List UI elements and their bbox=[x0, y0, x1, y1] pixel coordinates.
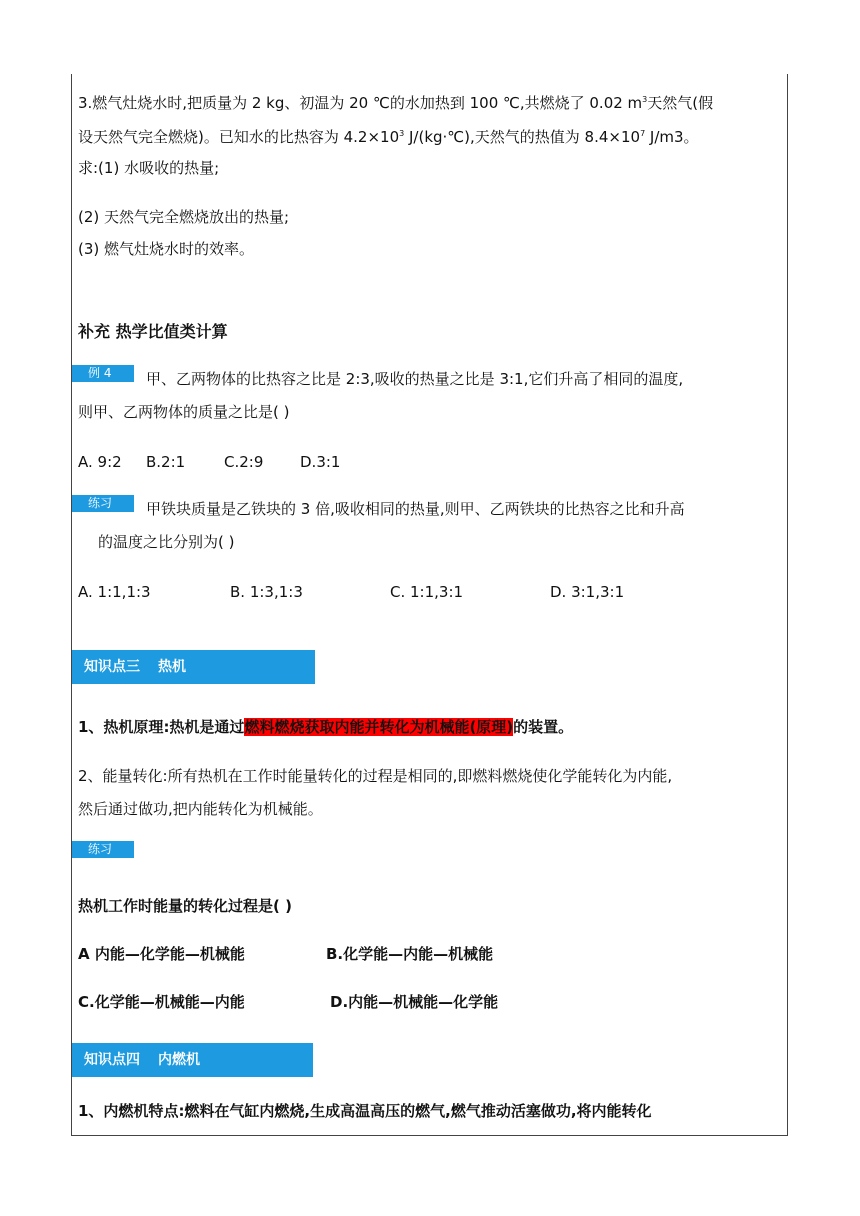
highlighted-text: 燃料燃烧获取内能并转化为机械能(原理) bbox=[244, 718, 514, 736]
q3-line4: (2) 天然气完全燃烧放出的热量; bbox=[78, 208, 290, 226]
q3-line1: 3.燃气灶烧水时,把质量为 2 kg、初温为 20 ℃的水加热到 100 ℃,共燃烧了 0.02 $m^3$天然气(假 bbox=[78, 94, 714, 112]
option-a: A. 1:1,1:3 bbox=[78, 583, 151, 601]
option-b: B.2:1 bbox=[146, 453, 186, 471]
practice1-line1: 甲铁块质量是乙铁块的 3 倍,吸收相同的热量,则甲、乙两铁块的比热容之比和升高 bbox=[146, 500, 685, 518]
q3-line3: 求:(1) 水吸收的热量; bbox=[78, 159, 220, 177]
q3-line5: (3) 燃气灶烧水时的效率。 bbox=[78, 240, 255, 258]
section3-p2-line2: 然后通过做功,把内能转化为机械能。 bbox=[78, 800, 323, 818]
practice2-question: 热机工作时能量的转化过程是( ) bbox=[78, 897, 292, 915]
example4-line1: 甲、乙两物体的比热容之比是 2:3,吸收的热量之比是 3:1,它们升高了相同的温度, bbox=[146, 370, 684, 388]
option-d: D.内能—机械能—化学能 bbox=[330, 993, 499, 1011]
practice-tag: 练习 bbox=[72, 841, 134, 858]
section4-p1: 1、内燃机特点:燃料在气缸内燃烧,生成高温高压的燃气,燃气推动活塞做功,将内能转化 bbox=[78, 1102, 652, 1120]
option-a: A. 9:2 bbox=[78, 453, 122, 471]
section-header-4: 知识点四 内燃机 bbox=[72, 1043, 313, 1077]
option-d: D. 3:1,3:1 bbox=[550, 583, 625, 601]
section3-p2-line1: 2、能量转化:所有热机在工作时能量转化的过程是相同的,即燃料燃烧使化学能转化为内能, bbox=[78, 767, 673, 785]
option-a: A 内能—化学能—机械能 bbox=[78, 945, 245, 963]
practice1-line2: 的温度之比分别为( ) bbox=[98, 533, 235, 551]
practice2-options-row2 bbox=[78, 992, 498, 1012]
q3-line2: 设天然气完全燃烧)。已知水的比热容为 $4.2\times 10^3$ J/(kg·℃),天然气的热值为 $8.4\times 10^7$ J/m3。 bbox=[78, 128, 699, 146]
practice-tag: 练习 bbox=[72, 495, 134, 512]
option-b: B.化学能—内能—机械能 bbox=[326, 945, 494, 963]
practice1-options bbox=[78, 582, 624, 602]
option-b: B. 1:3,1:3 bbox=[230, 583, 303, 601]
option-c: C.化学能—机械能—内能 bbox=[78, 993, 245, 1011]
example-tag: 例 4 bbox=[72, 365, 134, 382]
practice2-options-row1 bbox=[78, 944, 493, 964]
supplement-title: 补充 热学比值类计算 bbox=[78, 322, 228, 341]
section3-p1: 1、热机原理:热机是通过燃料燃烧获取内能并转化为机械能(原理)的装置。 bbox=[78, 718, 574, 736]
example4-line2: 则甲、乙两物体的质量之比是( ) bbox=[78, 403, 290, 421]
content-frame bbox=[71, 74, 788, 1136]
example4-options bbox=[78, 452, 340, 472]
section-header-3: 知识点三 热机 bbox=[72, 650, 315, 684]
option-c: C.2:9 bbox=[224, 453, 264, 471]
option-d: D.3:1 bbox=[300, 453, 341, 471]
option-c: C. 1:1,3:1 bbox=[390, 583, 464, 601]
